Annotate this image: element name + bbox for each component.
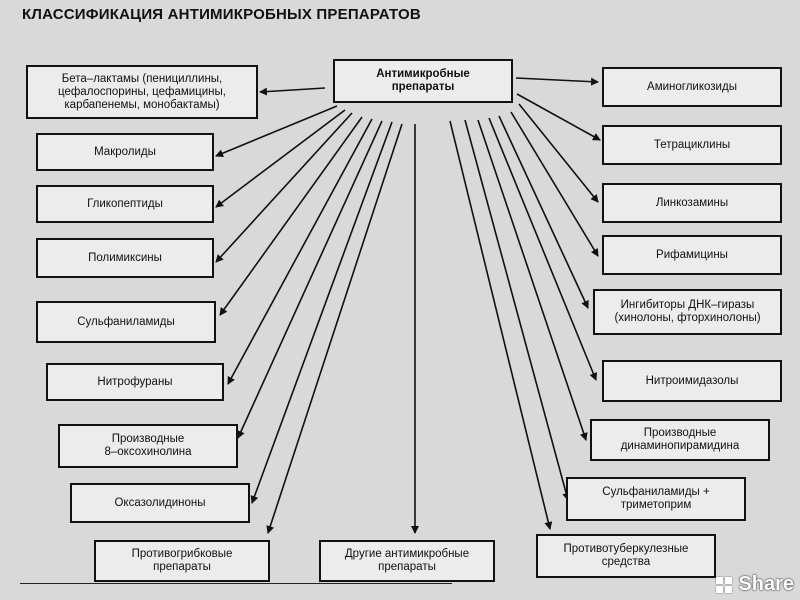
bottom-rule: [20, 583, 452, 584]
right-node-rifamycins: [602, 235, 782, 275]
left-node-label: Бета–лактамы (пенициллины, цефалоспорины, цефамицины, карбапенемы, монобактамы): [57, 72, 226, 111]
arrow-7: [238, 121, 382, 438]
left-node-oxazolidinones: [70, 483, 250, 523]
right-node-label: Рифамицины: [656, 248, 728, 261]
arrow-6: [228, 119, 372, 384]
left-node-oxyquinoline: [58, 424, 238, 468]
arrow-4: [216, 113, 352, 262]
right-node-lincosamides: [602, 183, 782, 223]
watermark-text: Share: [738, 573, 794, 595]
left-node-macrolides: [36, 133, 214, 171]
arrow-15: [499, 116, 588, 308]
left-node-nitrofurans: [46, 363, 224, 401]
right-node-label: Противотуберкулезные средства: [563, 543, 689, 568]
center-node: [333, 59, 513, 103]
right-node-aminoglycosides: [602, 67, 782, 107]
left-node-label: Гликопептиды: [87, 197, 163, 210]
right-node-sulfa-trimethoprim: [566, 477, 746, 521]
left-node-polymyxins: [36, 238, 214, 278]
arrow-5: [220, 117, 362, 315]
right-node-nitroimidazoles: [602, 360, 782, 402]
arrow-19: [450, 121, 550, 529]
grid-icon: [716, 577, 732, 593]
right-node-diaminopyrimidine: [590, 419, 770, 461]
right-node-label: Сульфаниламиды + триметоприм: [602, 486, 710, 511]
right-node-label: Аминогликозиды: [647, 80, 737, 93]
left-node-label: Макролиды: [94, 145, 156, 158]
right-node-label: Линкозамины: [655, 196, 729, 209]
right-node-dna-gyrase: [593, 289, 782, 335]
center-node-label: Антимикробные препараты: [376, 68, 470, 93]
left-node-label: Сульфаниламиды: [77, 315, 175, 328]
left-node-label: Нитрофураны: [97, 375, 173, 388]
arrow-11: [516, 78, 598, 82]
arrow-8: [252, 122, 392, 503]
arrow-18: [465, 120, 568, 500]
bottom-node-label: Другие антимикробные препараты: [344, 548, 470, 573]
right-node-label: Ингибиторы ДНК–гиразы (хинолоны, фторхинолоны): [614, 299, 761, 324]
right-node-antituberculosis: [536, 534, 716, 578]
left-node-label: Полимиксины: [88, 251, 162, 264]
right-node-label: Производные динаминопирамидина: [620, 427, 740, 452]
left-node-label: Противогрибковые препараты: [131, 548, 233, 573]
arrow-16: [489, 118, 596, 380]
right-node-tetracyclines: [602, 125, 782, 165]
left-node-label: Производные 8–оксохинолина: [104, 433, 192, 458]
arrow-1: [260, 88, 325, 92]
bottom-node-other: [319, 540, 495, 582]
left-node-label: Оксазолидиноны: [114, 496, 206, 509]
left-node-sulfonamides: [36, 301, 216, 343]
right-node-label: Тетрациклины: [653, 138, 731, 151]
arrow-13: [519, 104, 598, 202]
left-node-glycopeptides: [36, 185, 214, 223]
share-watermark: [716, 573, 794, 596]
diagram-title: КЛАССИФИКАЦИЯ АНТИМИКРОБНЫХ ПРЕПАРАТОВ: [22, 6, 421, 23]
left-node-beta-lactams: [26, 65, 258, 119]
left-node-antifungals: [94, 540, 270, 582]
right-node-label: Нитроимидазолы: [645, 374, 739, 387]
